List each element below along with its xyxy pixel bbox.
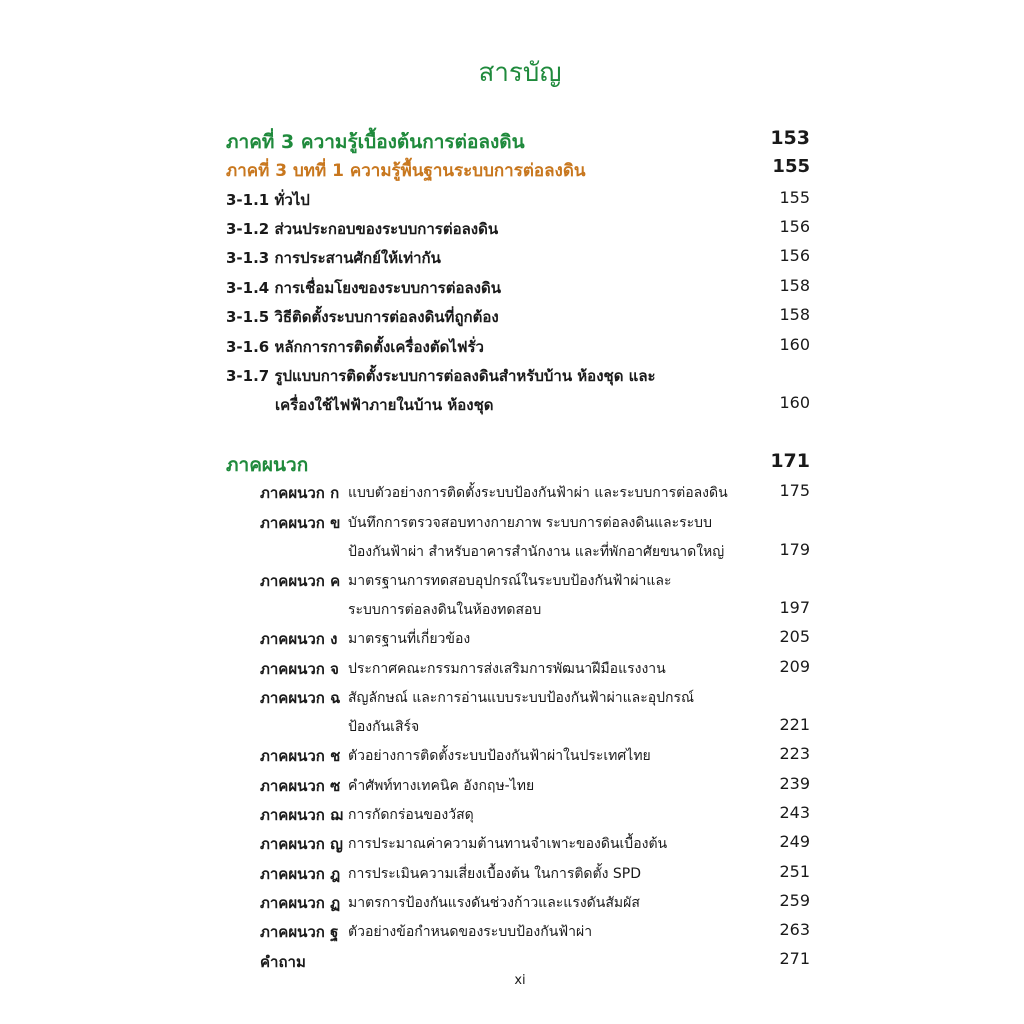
chapter-title: ภาคที่ 3 บทที่ 1 ความรู้พื้นฐานระบบการต่อลงดิน	[226, 161, 586, 181]
toc-section-page: 158	[779, 276, 810, 295]
appendix-page: 221	[779, 715, 810, 734]
questions-label: คำถาม	[260, 953, 306, 971]
appendix-label: ภาคผนวก ฌ	[260, 806, 343, 824]
part-3-title: ภาคที่ 3 ความรู้เบื้องต้นการต่อลงดิน	[226, 131, 525, 153]
appendix-part-title: ภาคผนวก	[226, 454, 309, 476]
part-3-page: 153	[770, 127, 810, 149]
appendix-title: แบบตัวอย่างการติดตั้งระบบป้องกันฟ้าผ่า และระบบการต่อลงดิน	[348, 485, 728, 501]
page-title: สารบัญ	[478, 58, 562, 88]
appendix-title: ตัวอย่างข้อกำหนดของระบบป้องกันฟ้าผ่า	[348, 924, 593, 940]
toc-section: 3-1.3 การประสานศักย์ให้เท่ากัน	[226, 249, 441, 267]
appendix-title: ประกาศคณะกรรมการส่งเสริมการพัฒนาฝีมือแรงงาน	[348, 661, 666, 677]
appendix-title: มาตรฐานที่เกี่ยวข้อง	[348, 631, 471, 647]
appendix-page: 259	[779, 891, 810, 910]
appendix-title: การประมาณค่าความต้านทานจำเพาะของดินเบื้องต้น	[348, 836, 668, 852]
appendix-title: มาตรฐานการทดสอบอุปกรณ์ในระบบป้องกันฟ้าผ่าและ	[348, 573, 672, 589]
appendix-label: ภาคผนวก ฎ	[260, 865, 341, 883]
appendix-page: 205	[779, 627, 810, 646]
appendix-page: 263	[779, 920, 810, 939]
appendix-page: 209	[779, 657, 810, 676]
appendix-page: 197	[779, 598, 810, 617]
toc-section-page: 156	[779, 217, 810, 236]
toc-section-page: 158	[779, 305, 810, 324]
toc-section-page: 156	[779, 246, 810, 265]
appendix-page: 239	[779, 774, 810, 793]
appendix-label: ภาคผนวก ฐ	[260, 923, 339, 941]
appendix-title: การกัดกร่อนของวัสดุ	[348, 807, 474, 823]
chapter-page: 155	[772, 156, 810, 177]
appendix-title: สัญลักษณ์ และการอ่านแบบระบบป้องกันฟ้าผ่าและอุปกรณ์	[348, 690, 695, 706]
page-number: xi	[514, 973, 526, 988]
appendix-label: ภาคผนวก ช	[260, 747, 341, 765]
toc-section: 3-1.7 รูปแบบการติดตั้งระบบการต่อลงดินสำหรับบ้าน ห้องชุด และ	[226, 367, 656, 385]
appendix-title-continuation: ป้องกันเสิร์จ	[348, 719, 420, 735]
appendix-label: ภาคผนวก ข	[260, 514, 341, 532]
toc-section-continuation: เครื่องใช้ไฟฟ้าภายในบ้าน ห้องชุด	[275, 396, 494, 414]
questions-page: 271	[779, 949, 810, 968]
appendix-label: ภาคผนวก ญ	[260, 835, 343, 853]
appendix-label: ภาคผนวก ฉ	[260, 689, 341, 707]
toc-section: 3-1.4 การเชื่อมโยงของระบบการต่อลงดิน	[226, 279, 501, 297]
toc-section: 3-1.2 ส่วนประกอบของระบบการต่อลงดิน	[226, 220, 499, 238]
appendix-page: 175	[779, 481, 810, 500]
appendix-title: มาตรการป้องกันแรงดันช่วงก้าวและแรงดันสัมผัส	[348, 895, 640, 911]
appendix-page: 243	[779, 803, 810, 822]
appendix-label: ภาคผนวก ค	[260, 572, 341, 590]
appendix-title: บันทึกการตรวจสอบทางกายภาพ ระบบการต่อลงดินและระบบ	[348, 515, 712, 531]
appendix-page: 249	[779, 832, 810, 851]
appendix-label: ภาคผนวก จ	[260, 660, 339, 678]
appendix-title-continuation: ป้องกันฟ้าผ่า สำหรับอาคารสำนักงาน และที่พักอาศัยขนาดใหญ่	[348, 544, 725, 560]
toc-section: 3-1.5 วิธีติดตั้งระบบการต่อลงดินที่ถูกต้อง	[226, 308, 499, 326]
appendix-title: การประเมินความเสี่ยงเบื้องต้น ในการติดตั้ง SPD	[348, 866, 642, 882]
appendix-title-continuation: ระบบการต่อลงดินในห้องทดสอบ	[348, 602, 542, 618]
appendix-page: 251	[779, 862, 810, 881]
appendix-page: 179	[779, 540, 810, 559]
appendix-label: ภาคผนวก ก	[260, 484, 340, 502]
toc-section-page: 160	[779, 335, 810, 354]
toc-section-page: 155	[779, 188, 810, 207]
appendix-label: ภาคผนวก ฏ	[260, 894, 341, 912]
toc-section: 3-1.1 ทั่วไป	[226, 191, 310, 209]
appendix-part-page: 171	[770, 450, 810, 472]
appendix-title: ตัวอย่างการติดตั้งระบบป้องกันฟ้าผ่าในประเทศไทย	[348, 748, 651, 764]
toc-section-page: 160	[779, 393, 810, 412]
appendix-page: 223	[779, 744, 810, 763]
toc-section: 3-1.6 หลักการการติดตั้งเครื่องตัดไฟรั่ว	[226, 338, 484, 356]
appendix-label: ภาคผนวก ซ	[260, 777, 341, 795]
appendix-title: คำศัพท์ทางเทคนิค อังกฤษ-ไทย	[348, 778, 535, 794]
appendix-label: ภาคผนวก ง	[260, 630, 338, 648]
